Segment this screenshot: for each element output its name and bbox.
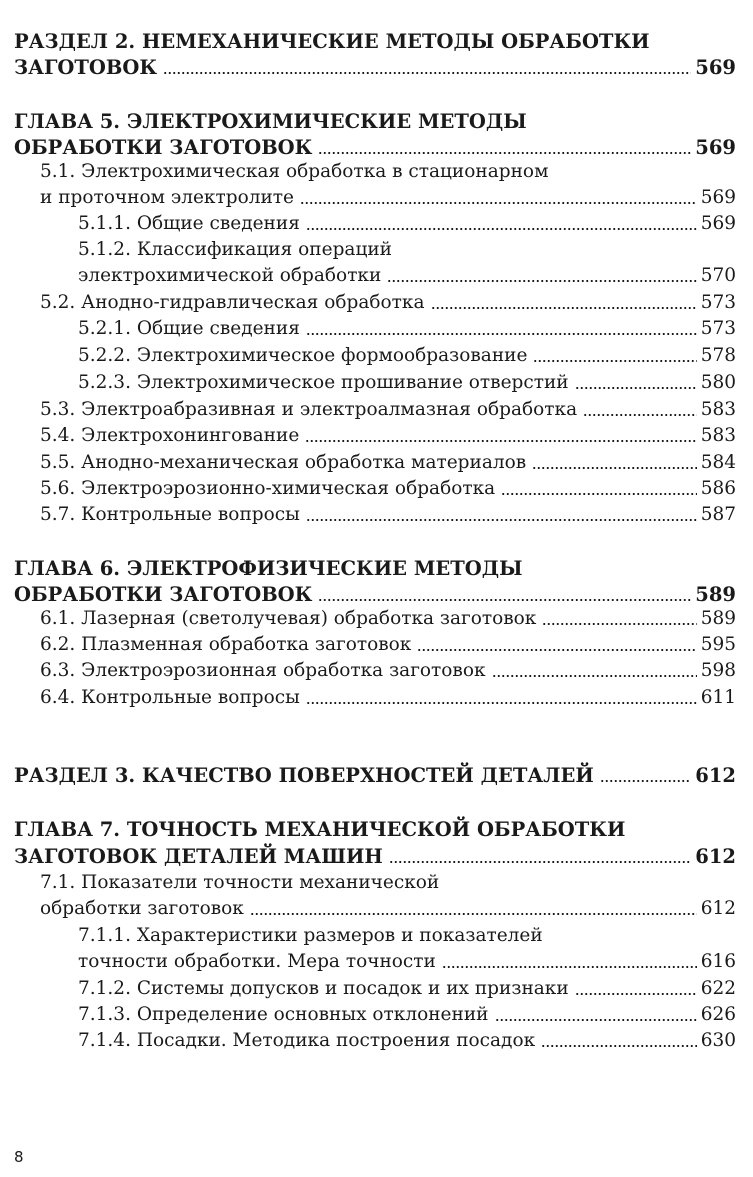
dot-leader: [583, 414, 697, 416]
toc-entry-title: 5.1.1. Общие сведения: [78, 213, 300, 234]
toc-entry-page: 612: [695, 764, 736, 787]
page-number: 8: [14, 1148, 24, 1166]
toc-entry-page: 578: [700, 345, 736, 366]
toc-entry-page: 583: [700, 399, 736, 420]
toc-entry-title: ЗАГОТОВОК ДЕТАЛЕЙ МАШИН: [14, 845, 383, 868]
toc-entry-page: 612: [700, 898, 736, 919]
toc-entry-page: 612: [695, 845, 736, 868]
dot-leader: [575, 993, 697, 995]
toc-entry: [78, 238, 736, 262]
toc-entry-page: 622: [700, 978, 736, 999]
dot-leader: [300, 202, 697, 204]
toc-entry-title: точности обработки. Мера точности: [78, 951, 436, 972]
toc-entry-page: 569: [695, 56, 736, 79]
dot-leader: [431, 307, 697, 309]
toc-entry-title: 6.4. Контрольные вопросы: [40, 687, 300, 708]
toc-entry: [78, 264, 736, 288]
dot-leader: [575, 387, 697, 389]
toc-entry: [40, 503, 736, 527]
toc-entry-page: 570: [700, 265, 736, 286]
toc-entry-page: 587: [700, 504, 736, 525]
toc-entry-title: ГЛАВА 6. ЭЛЕКТРОФИЗИЧЕСКИЕ МЕТОДЫ: [14, 557, 523, 580]
toc-entry-title: 7.1.2. Системы допусков и посадок и их признаки: [78, 978, 569, 999]
toc-entry-title: ОБРАБОТКИ ЗАГОТОВОК: [14, 136, 313, 159]
toc-entry-page: 586: [700, 478, 736, 499]
toc-entry: [40, 659, 736, 683]
toc-entry-title: 5.1.2. Классификация операций: [78, 239, 393, 260]
dot-leader: [250, 913, 697, 915]
toc-entry: [14, 56, 736, 80]
toc-entry-page: 573: [700, 292, 736, 313]
dot-leader: [501, 493, 697, 495]
toc-entry-title: 5.2.3. Электрохимическое прошивание отверстий: [78, 372, 569, 393]
toc-entry: [14, 583, 736, 607]
toc-entry-title: 7.1. Показатели точности механической: [40, 872, 440, 893]
toc-entry: [78, 950, 736, 974]
toc-entry: [78, 924, 736, 948]
toc-entry-title: и проточном электролите: [40, 187, 294, 208]
dot-leader: [318, 599, 691, 601]
toc-entry-title: 5.5. Анодно-механическая обработка материалов: [40, 452, 527, 473]
dot-leader: [600, 780, 692, 782]
toc-entry-page: 573: [700, 318, 736, 339]
toc-entry: [40, 633, 736, 657]
toc-entry: [40, 871, 736, 895]
toc-entry-page: 569: [700, 213, 736, 234]
toc-entry: [78, 1003, 736, 1027]
toc-entry-title: 7.1.3. Определение основных отклонений: [78, 1004, 489, 1025]
toc-entry: [40, 398, 736, 422]
toc-entry-page: 611: [700, 687, 736, 708]
toc-entry: [40, 160, 736, 184]
toc-entry-page: 616: [700, 951, 736, 972]
toc-entry-page: 580: [700, 372, 736, 393]
toc-entry-title: 5.6. Электроэрозионно-химическая обработка: [40, 478, 496, 499]
toc-entry-title: 5.7. Контрольные вопросы: [40, 504, 300, 525]
dot-leader: [306, 519, 697, 521]
toc-entry: [40, 186, 736, 210]
toc-entry: [40, 424, 736, 448]
dot-leader: [417, 649, 696, 651]
toc-entry-title: 6.2. Плазменная обработка заготовок: [40, 634, 412, 655]
dot-leader: [305, 440, 696, 442]
toc-entry: [40, 686, 736, 710]
toc-entry-title: ГЛАВА 7. ТОЧНОСТЬ МЕХАНИЧЕСКОЙ ОБРАБОТКИ: [14, 818, 626, 841]
dot-leader: [533, 360, 696, 362]
toc-entry-title: 5.1. Электрохимическая обработка в стационарном: [40, 161, 549, 182]
toc-entry: [14, 845, 736, 869]
toc-entry: [40, 897, 736, 921]
dot-leader: [492, 675, 697, 677]
toc-entry-title: 5.2.2. Электрохимическое формообразование: [78, 345, 528, 366]
toc-entry-title: 5.2. Анодно-гидравлическая обработка: [40, 292, 425, 313]
toc-entry-page: 630: [700, 1030, 736, 1051]
dot-leader: [389, 861, 691, 863]
toc-entry-page: 569: [695, 136, 736, 159]
toc-entry: [40, 451, 736, 475]
toc-entry-title: 5.2.1. Общие сведения: [78, 318, 300, 339]
toc-entry-title: 7.1.4. Посадки. Методика построения посадок: [78, 1030, 536, 1051]
toc-entry-title: ГЛАВА 5. ЭЛЕКТРОХИМИЧЕСКИЕ МЕТОДЫ: [14, 110, 527, 133]
toc-entry: [14, 818, 736, 842]
toc-entry-title: ОБРАБОТКИ ЗАГОТОВОК: [14, 583, 313, 606]
toc-entry-title: электрохимической обработки: [78, 265, 382, 286]
dot-leader: [163, 72, 691, 74]
dot-leader: [495, 1019, 697, 1021]
toc-entry-page: 598: [700, 660, 736, 681]
toc-entry-title: 6.3. Электроэрозионная обработка заготовок: [40, 660, 486, 681]
toc-entry: [78, 977, 736, 1001]
toc-entry-page: 626: [700, 1004, 736, 1025]
toc-entry-page: 583: [700, 425, 736, 446]
toc-entry-page: 569: [700, 187, 736, 208]
toc-entry-title: 6.1. Лазерная (светолучевая) обработка заготовок: [40, 608, 537, 629]
toc-entry-title: РАЗДЕЛ 2. НЕМЕХАНИЧЕСКИЕ МЕТОДЫ ОБРАБОТКИ: [14, 30, 650, 53]
toc-entry: [78, 371, 736, 395]
dot-leader: [306, 702, 697, 704]
toc-entry: [40, 291, 736, 315]
toc-entry-page: 595: [700, 634, 736, 655]
toc-entry-title: 7.1.1. Характеристики размеров и показателей: [78, 925, 543, 946]
toc-entry-title: РАЗДЕЛ 3. КАЧЕСТВО ПОВЕРХНОСТЕЙ ДЕТАЛЕЙ: [14, 764, 594, 787]
dot-leader: [387, 280, 696, 282]
toc-entry-title: обработки заготовок: [40, 898, 244, 919]
toc-entry-page: 589: [700, 608, 736, 629]
toc-entry: [78, 1029, 736, 1053]
dot-leader: [442, 966, 697, 968]
toc-entry-page: 589: [695, 583, 736, 606]
toc-entry: [40, 607, 736, 631]
dot-leader: [306, 228, 697, 230]
toc-entry: [14, 557, 736, 581]
toc-entry: [14, 110, 736, 134]
dot-leader: [306, 333, 697, 335]
dot-leader: [532, 467, 697, 469]
dot-leader: [541, 1045, 697, 1047]
toc-entry: [78, 317, 736, 341]
dot-leader: [318, 152, 691, 154]
toc-entry-title: 5.4. Электрохонингование: [40, 425, 300, 446]
toc-entry-page: 584: [700, 452, 736, 473]
toc-entry-title: 5.3. Электроабразивная и электроалмазная обработка: [40, 399, 578, 420]
toc-entry-title: ЗАГОТОВОК: [14, 56, 158, 79]
toc-entry: [14, 30, 736, 54]
toc-entry: [14, 764, 736, 788]
toc-entry: [78, 212, 736, 236]
dot-leader: [542, 623, 696, 625]
toc-entry: [14, 136, 736, 160]
toc-entry: [78, 344, 736, 368]
toc-entry: [40, 477, 736, 501]
